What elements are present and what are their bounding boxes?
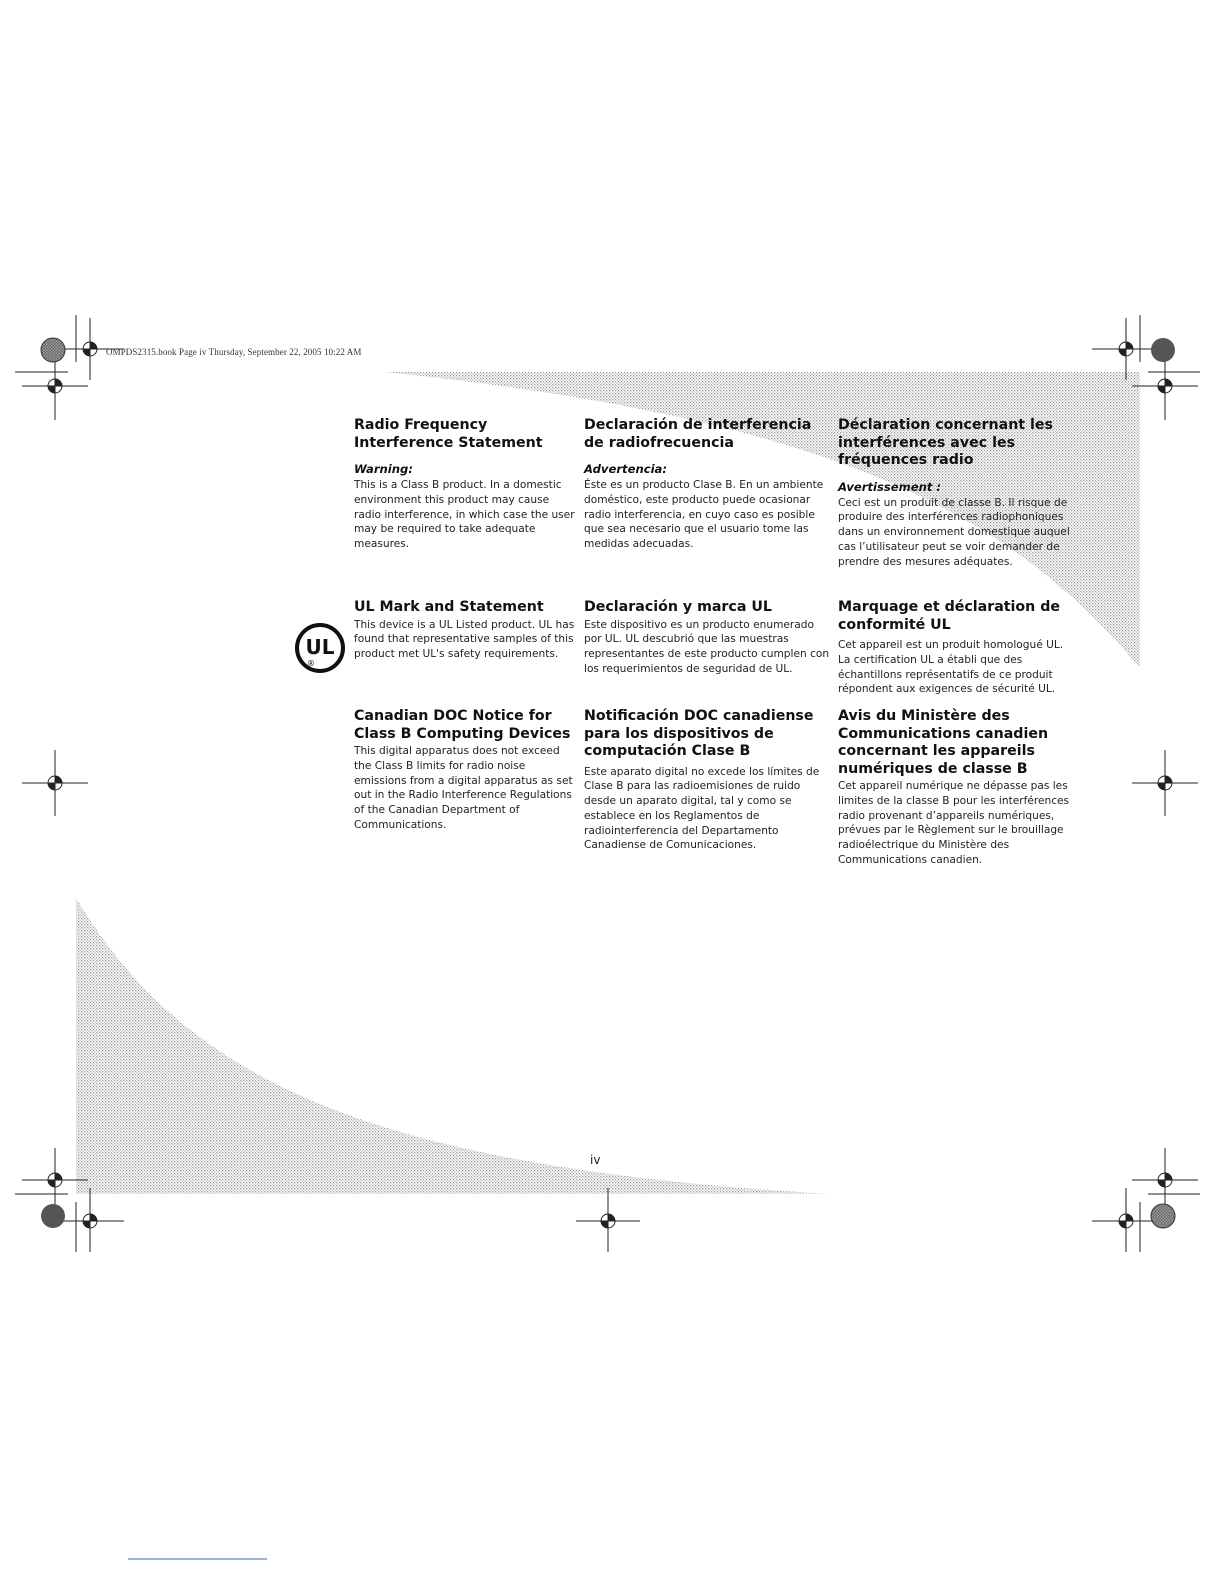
doc-spanish — [584, 708, 830, 853]
doc-es-body: Este aparato digital no excede los límites de Clase B para las radioemisiones de ruido desde un aparato digital, tal y como se establece en los Reglamentos de radiointerferencia del Departamento Canadiense de Comunicaciones. — [584, 765, 820, 852]
ul-listed-logo — [294, 620, 346, 676]
ul-french — [838, 599, 1070, 697]
ul-fr-title: Marquage et déclaration de conformité UL — [838, 599, 1060, 633]
rf-fr-subtitle: Avertissement : — [838, 479, 942, 494]
doc-fr-title: Avis du Ministère des Communications canadien concernant les appareils numériques de classe B — [838, 708, 1049, 777]
rf-es-subtitle: Advertencia: — [584, 462, 668, 476]
ul-spanish — [584, 599, 830, 677]
target-circle-tl — [41, 338, 65, 362]
rf-en-subtitle: Warning: — [354, 462, 413, 476]
rf-french — [838, 417, 1070, 569]
ul-english — [354, 599, 576, 662]
doc-fr-body: Cet appareil numérique ne dépasse pas les limites de la classe B pour les interférences radio provenant d’appareils numériques, prévues par le Règlement sur le brouillage radioélectrique du Ministère des Communications canadien. — [838, 780, 1070, 866]
target-circle-br — [1151, 1204, 1175, 1228]
rf-english — [354, 417, 576, 552]
rf-es-body: Éste es un producto Clase B. En un ambiente doméstico, este producto puede ocasionar radio interferencia, en cuyo caso es posible que sea necesario que el usuario tome las medidas adecuadas. — [584, 479, 824, 551]
target-circle-tr — [1151, 338, 1175, 362]
ul-en-body: This device is a UL Listed product. UL has found that representative samples of this product met UL's safety requirements. — [354, 618, 575, 661]
ul-en-title: UL Mark and Statement — [354, 599, 544, 615]
ul-fr-body: Cet appareil est un produit homologué UL. La certification UL a établi que des échantillons représentatifs de ce produit répondent aux exigences de sécurité UL. — [838, 639, 1064, 696]
doc-french — [838, 708, 1070, 868]
rf-es-title: Declaración de interferencia de radiofrecuencia — [584, 417, 812, 451]
registered-mark: ® — [307, 659, 315, 668]
rf-spanish — [584, 417, 830, 552]
target-circle-bl — [41, 1204, 65, 1228]
doc-en-title: Canadian DOC Notice for Class B Computing Devices — [354, 708, 571, 742]
doc-en-body: This digital apparatus does not exceed the Class B limits for radio noise emissions from a digital apparatus as set out in the Radio Interference Regulations of the Canadian Department of Communications. — [354, 745, 573, 831]
ul-es-body: Este dispositivo es un producto enumerado por UL. UL descubrió que las muestras representantes de este producto cumplen con los requerimientos de seguridad de UL. — [584, 618, 830, 675]
ul-es-title: Declaración y marca UL — [584, 599, 772, 615]
ul-logo-letters: UL — [305, 635, 335, 659]
doc-english — [354, 708, 576, 833]
doc-es-title: Notificación DOC canadiense para los dispositivos de computación Clase B — [584, 708, 814, 759]
page-number: iv — [590, 1153, 601, 1167]
halftone-sweep-bottom — [76, 898, 830, 1194]
rf-en-title: Radio Frequency Interference Statement — [354, 417, 543, 451]
rf-fr-body: Ceci est un produit de classe B. Il risque de produire des interférences radiophoniques dans un environnement domestique auquel cas l’utilisateur peut se voir demander de prendre des mesures adéquates. — [838, 496, 1070, 568]
rf-en-body: This is a Class B product. In a domestic environment this product may cause radio interference, in which case the user may be required to take adequate measures. — [354, 479, 575, 551]
rf-fr-title: Déclaration concernant les interférences avec les fréquences radio — [838, 417, 1053, 468]
slug-line: OMPDS2315.book Page iv Thursday, September 22, 2005 10:22 AM — [106, 347, 362, 357]
